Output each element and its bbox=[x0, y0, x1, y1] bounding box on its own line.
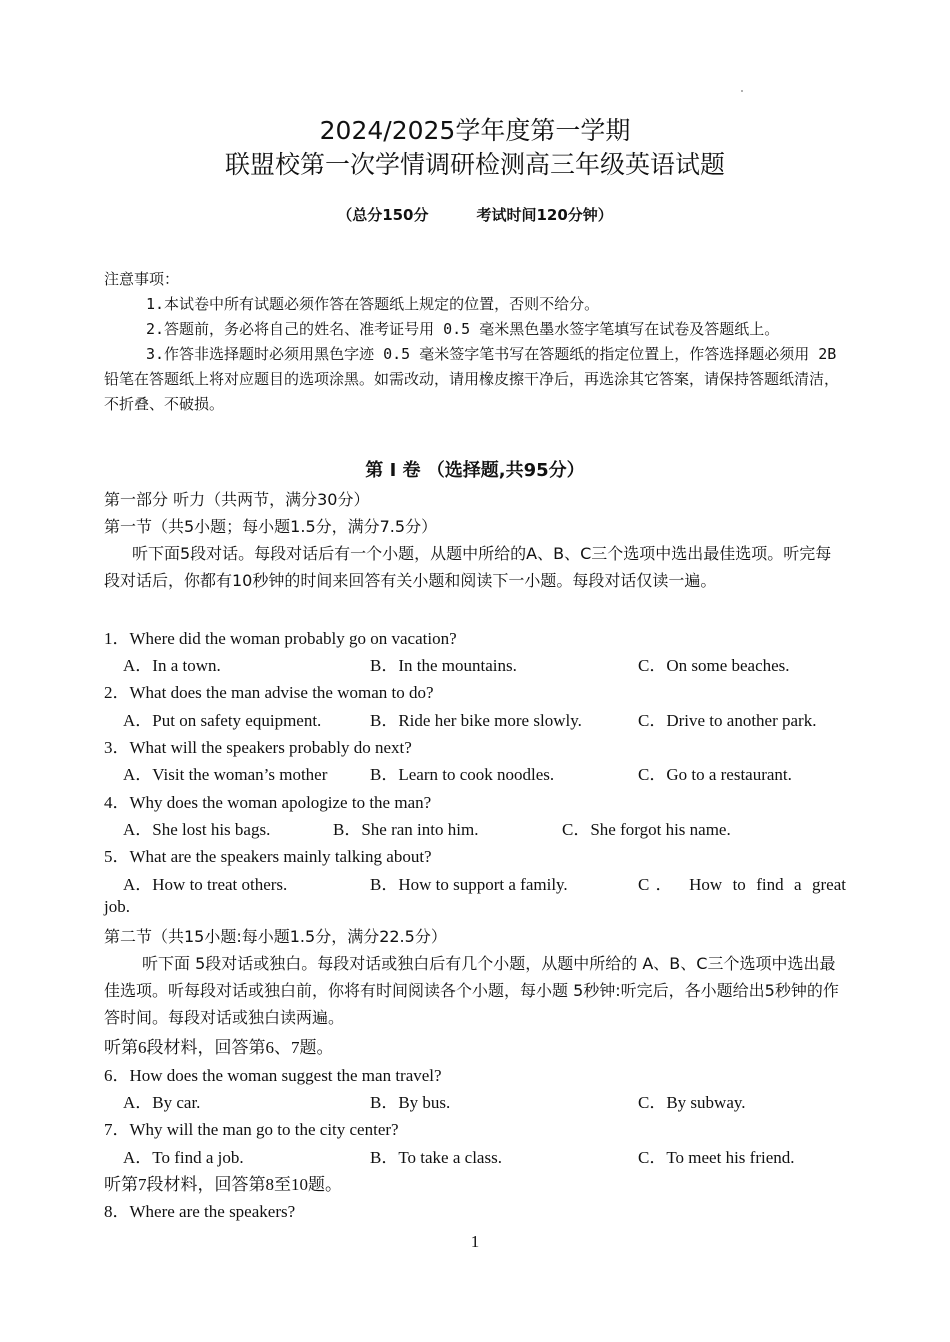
question-1: 1．Where did the woman probably go on vacation? bbox=[104, 629, 457, 648]
exam-meta bbox=[0, 204, 950, 225]
q7-option-a: A．To find a job. bbox=[123, 1148, 244, 1167]
q1-option-b: B．In the mountains. bbox=[370, 656, 517, 675]
question-6: 6．How does the woman suggest the man travel? bbox=[104, 1066, 442, 1085]
q5-option-a: A．How to treat others. bbox=[123, 875, 288, 894]
q7-option-b: B．To take a class. bbox=[370, 1148, 502, 1167]
q3-option-b: B．Learn to cook noodles. bbox=[370, 765, 555, 784]
section2-instructions: 听下面 5段对话或独白。每段对话或独白后有几个小题，从题中所给的 A、B、C三个选项中选出最佳选项。听每段对话或独白前，你将有时间阅读各个小题，每小题 5秒钟:听完后，各小题给出5秒钟的作答时间。每段对话或独白读两遍。 bbox=[104, 954, 839, 1027]
q1-option-a: A．In a town. bbox=[123, 656, 221, 675]
q6-option-c: C．By subway. bbox=[638, 1093, 746, 1112]
total-score: （总分150分 bbox=[337, 206, 429, 224]
notice-item-3: 3.作答非选择题时必须用黑色字迹 0.5 毫米签字笔书写在答题纸的指定位置上，作答选择题必须用 2B 铅笔在答题纸上将对应题目的选项涂黑。如需改动，请用橡皮擦干净后，再选涂其它答案，请保持答题纸清洁，不折叠、不破损。 bbox=[104, 345, 840, 413]
exam-title-line2: 联盟校第一次学情调研检测高三年级英语试题 bbox=[224, 150, 725, 179]
q4-option-b: B．She ran into him. bbox=[333, 820, 479, 839]
q5-option-c-continued: job. bbox=[104, 897, 130, 916]
question-8: 8．Where are the speakers? bbox=[104, 1202, 296, 1221]
scan-speck bbox=[741, 90, 743, 92]
question-4: 4．Why does the woman apologize to the man? bbox=[104, 793, 432, 812]
material-6-instruction: 听第6段材料，回答第6、7题。 bbox=[104, 1038, 334, 1057]
question-2: 2．What does the man advise the woman to do? bbox=[104, 683, 434, 702]
page-number: 1 bbox=[470, 1232, 480, 1251]
notice-heading: 注意事项： bbox=[104, 270, 180, 288]
q4-option-a: A．She lost his bags. bbox=[123, 820, 271, 839]
q6-option-a: A．By car. bbox=[123, 1093, 201, 1112]
section2-title: 第二节（共15小题:每小题1.5分，满分22.5分） bbox=[104, 927, 447, 946]
q1-option-c: C．On some beaches. bbox=[638, 656, 790, 675]
material-7-instruction: 听第7段材料，回答第8至10题。 bbox=[104, 1175, 342, 1194]
q5-option-b: B．How to support a family. bbox=[370, 875, 568, 894]
q2-option-b: B．Ride her bike more slowly. bbox=[370, 711, 582, 730]
q7-option-c: C．To meet his friend. bbox=[638, 1148, 795, 1167]
q2-option-a: A．Put on safety equipment. bbox=[123, 711, 322, 730]
question-3: 3．What will the speakers probably do next? bbox=[104, 738, 412, 757]
q3-option-a: A．Visit the woman’s mother bbox=[123, 765, 328, 784]
volume-title: 第 Ⅰ 卷 （选择题,共95分） bbox=[365, 460, 585, 481]
section1-instructions: 听下面5段对话。每段对话后有一个小题，从题中所给的A、B、C三个选项中选出最佳选项。听完每段对话后，你都有10秒钟的时间来回答有关小题和阅读下一小题。每段对话仅读一遍。 bbox=[104, 544, 832, 590]
q4-option-c: C．She forgot his name. bbox=[562, 820, 731, 839]
section1-title: 第一节（共5小题；每小题1.5分，满分7.5分） bbox=[104, 517, 438, 536]
q3-option-c: C．Go to a restaurant. bbox=[638, 765, 792, 784]
notice-block bbox=[104, 267, 846, 417]
notice-item-1: 1.本试卷中所有试题必须作答在答题纸上规定的位置，否则不给分。 bbox=[146, 295, 600, 313]
exam-title-line1: 2024/2025学年度第一学期 bbox=[319, 116, 631, 145]
notice-item-2: 2.答题前，务必将自己的姓名、准考证号用 0.5 毫米黑色墨水签字笔填写在试卷及答题纸上。 bbox=[146, 320, 780, 338]
q5-option-c: C． How to find a great bbox=[638, 875, 846, 894]
q6-option-b: B．By bus. bbox=[370, 1093, 451, 1112]
question-5: 5．What are the speakers mainly talking about? bbox=[104, 847, 432, 866]
exam-time: 考试时间120分钟） bbox=[476, 206, 613, 224]
question-7: 7．Why will the man go to the city center? bbox=[104, 1120, 399, 1139]
q2-option-c: C．Drive to another park. bbox=[638, 711, 817, 730]
part1-title: 第一部分 听力（共两节，满分30分） bbox=[104, 490, 370, 509]
